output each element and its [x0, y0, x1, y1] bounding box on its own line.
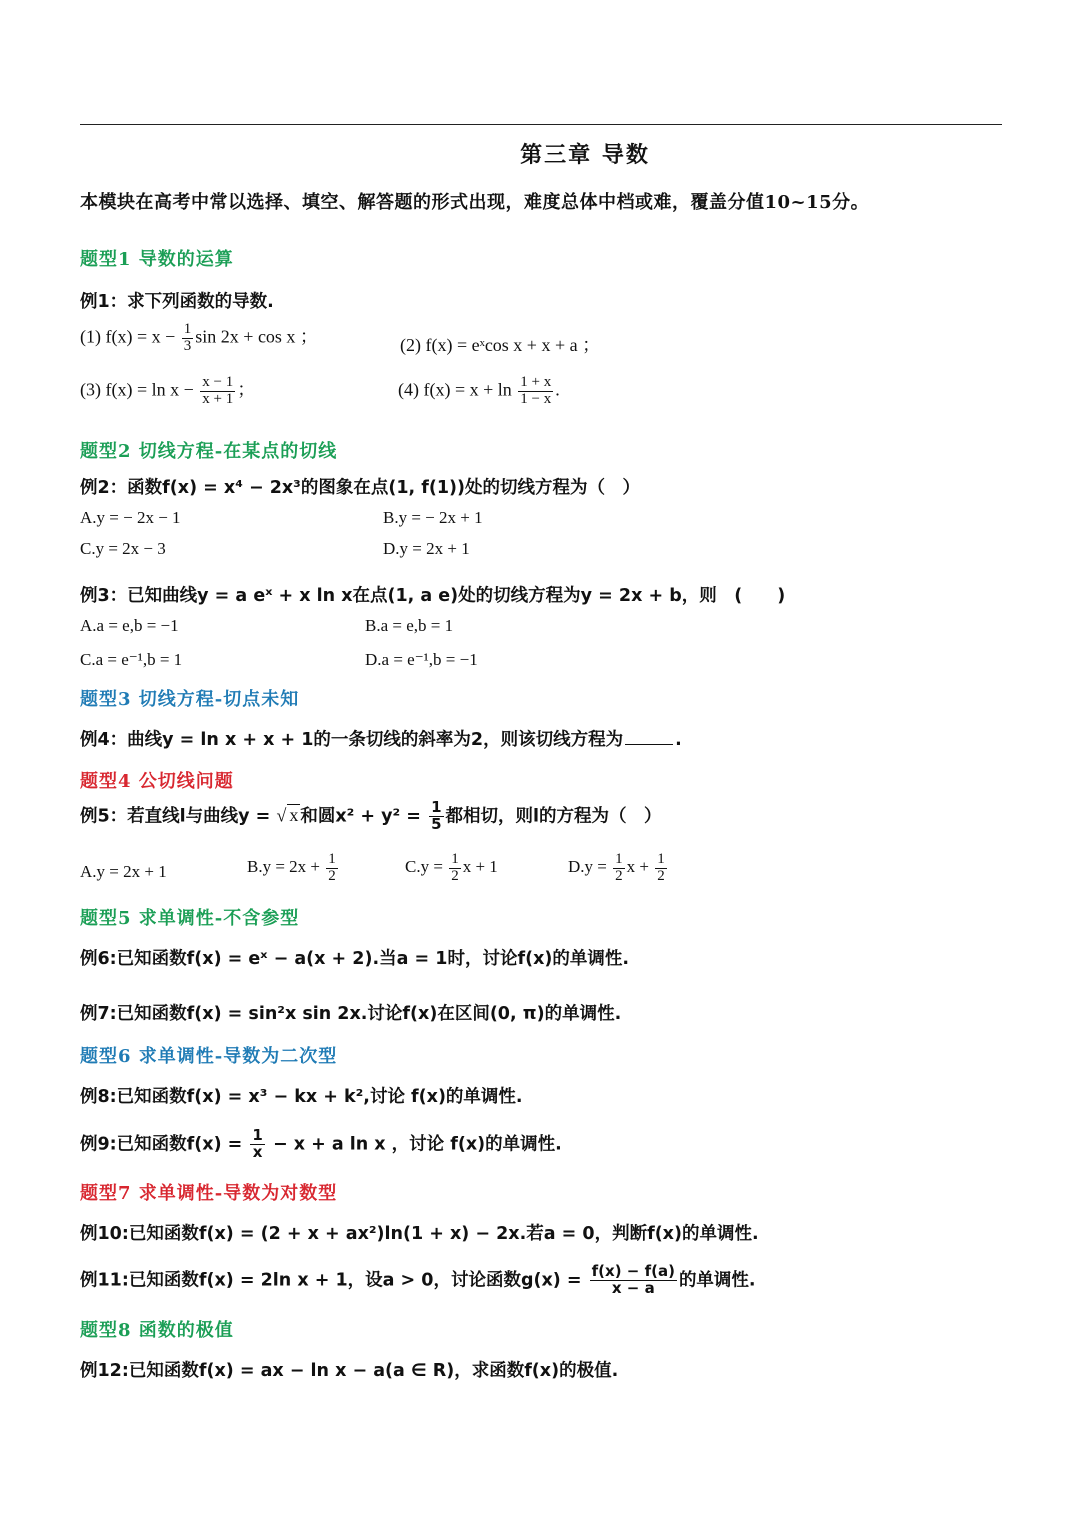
answer-blank: [625, 744, 673, 745]
section-heading-7: 题型7 求单调性-导数为对数型: [80, 1183, 338, 1204]
section-heading-8: 题型8 函数的极值: [80, 1320, 234, 1341]
section-heading-2: 题型2 切线方程-在某点的切线: [80, 441, 338, 462]
example-5-option-c: C.y = $\frac{1}{2}$ x + 1: [405, 851, 498, 884]
example-5-option-a: A.y = 2x + 1: [80, 862, 167, 881]
example-2-option-c: C.y = 2x − 3: [80, 539, 166, 558]
example-5-label: 例5：若直线l与曲线y = √ x 和圆x² + y² = $\frac{1}{5}$ 都相切，则l的方程为（ ）: [80, 798, 662, 833]
example-8-label: 例8:已知函数f(x) = x³ − kx + k²,讨论 f(x)的单调性.: [80, 1087, 523, 1107]
example-9-label: 例9:已知函数f(x) = $\frac{1}{x}$ − x + a ln x ，讨论 f(x)的单调性.: [80, 1126, 562, 1161]
example-5-option-d: D.y = $\frac{1}{2}$ x + $\frac{1}{2}$: [568, 851, 665, 884]
section-heading-1: 题型1 导数的运算: [80, 249, 234, 270]
example-1-part-4: (4) f(x) = x + ln $\frac{1 + x}{1 - x}$ .: [398, 374, 560, 407]
example-3-option-c: C.a = e⁻¹,b = 1: [80, 650, 183, 669]
intro-text: 本模块在高考中常以选择、填空、解答题的形式出现，难度总体中档或难，覆盖分值10~15分。: [80, 192, 870, 213]
sqrt-symbol: √: [276, 805, 287, 826]
example-6-label: 例6:已知函数f(x) = eˣ − a(x + 2).当a = 1时，讨论f(x)的单调性.: [80, 949, 630, 969]
example-2-option-b: B.y = − 2x + 1: [383, 508, 483, 527]
example-10-label: 例10:已知函数f(x) = (2 + x + ax²)ln(1 + x) − 2x.若a = 0，判断f(x)的单调性.: [80, 1224, 759, 1244]
section-heading-6: 题型6 求单调性-导数为二次型: [80, 1046, 338, 1067]
section-heading-5: 题型5 求单调性-不含参型: [80, 908, 300, 929]
example-4-label: 例4：曲线y = ln x + x + 1的一条切线的斜率为2，则该切线方程为 .: [80, 730, 682, 750]
header-rule: [80, 124, 1002, 125]
example-11-label: 例11:已知函数f(x) = 2ln x + 1，设a > 0，讨论函数g(x) = $\frac{f(x) - f(a)}{x - a}$ 的单调性.: [80, 1262, 756, 1297]
example-1-part-2: (2) f(x) = eˣcos x + x + a ；: [400, 335, 601, 355]
example-1-part-3: (3) f(x) = ln x − $\frac{x - 1}{x + 1}$ ；: [80, 374, 256, 407]
example-1-part-1: (1) f(x) = x − $\frac{1}{3}$ sin 2x + cos x ；: [80, 321, 318, 354]
example-5-option-b: B.y = 2x + $\frac{1}{2}$: [247, 851, 336, 884]
page-title: 第三章 导数: [520, 142, 650, 168]
example-7-label: 例7:已知函数f(x) = sin²x sin 2x.讨论f(x)在区间(0, π)的单调性.: [80, 1004, 622, 1024]
example-3-option-d: D.a = e⁻¹,b = −1: [365, 650, 478, 669]
example-2-option-a: A.y = − 2x − 1: [80, 508, 181, 527]
example-2-label: 例2：函数f(x) = x⁴ − 2x³的图象在点(1, f(1))处的切线方程为（ ）: [80, 478, 641, 498]
section-heading-4: 题型4 公切线问题: [80, 771, 234, 792]
example-1-label: 例1：求下列函数的导数.: [80, 292, 274, 312]
example-3-option-a: A.a = e,b = −1: [80, 616, 179, 635]
example-12-label: 例12:已知函数f(x) = ax − ln x − a(a ∈ R)，求函数f(x)的极值.: [80, 1361, 619, 1381]
example-2-option-d: D.y = 2x + 1: [383, 539, 470, 558]
section-heading-3: 题型3 切线方程-切点未知: [80, 689, 300, 710]
example-3-label: 例3：已知曲线y = a eˣ + x ln x在点(1, a e)处的切线方程为y = 2x + b，则 ( ): [80, 586, 786, 606]
example-3-option-b: B.a = e,b = 1: [365, 616, 454, 635]
